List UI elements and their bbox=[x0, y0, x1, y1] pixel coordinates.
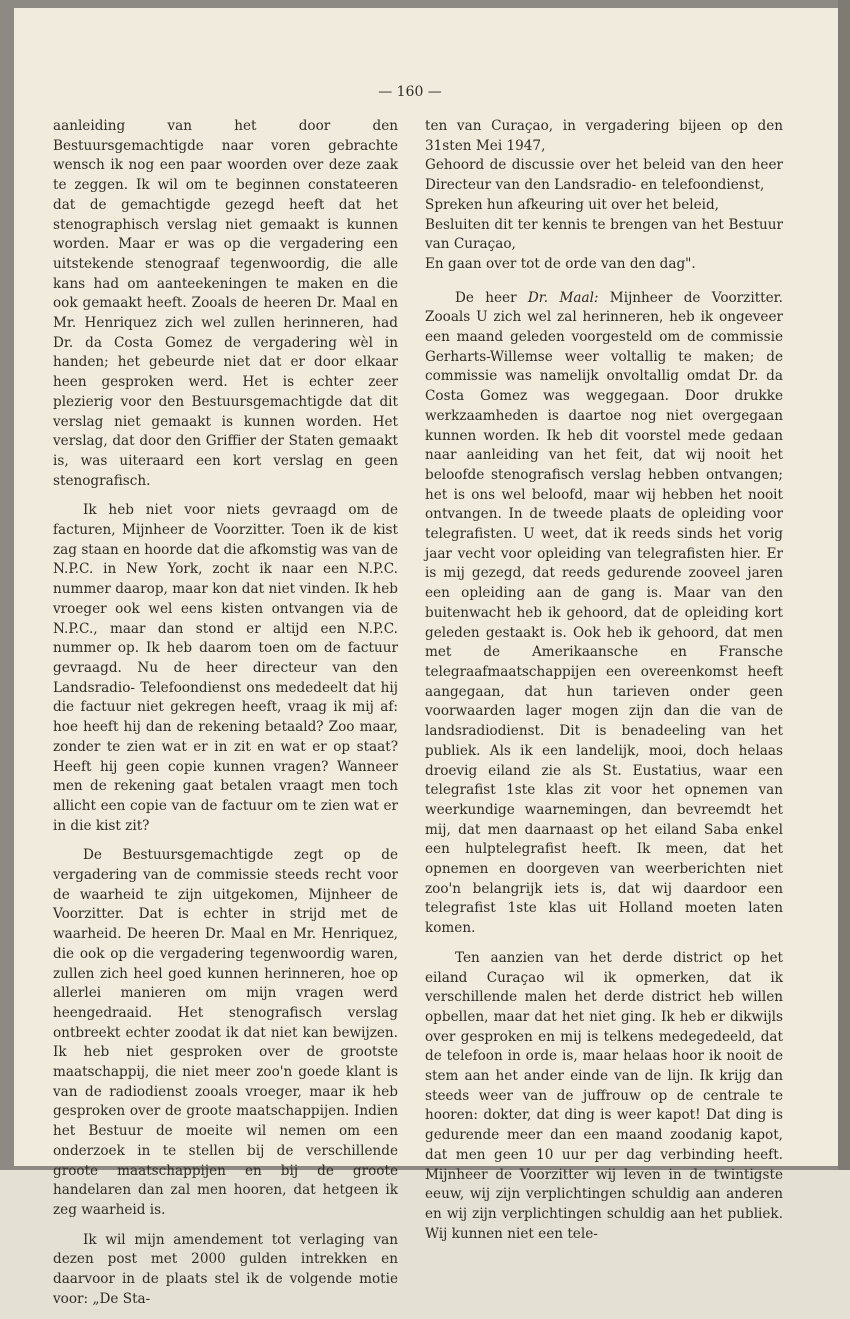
left-paragraph: Ik wil mijn amendement tot verlaging van dezen post met 2000 gulden intrekken en daarvoor in de plaats stel ik de volgende motie voor: „De Sta- bbox=[53, 1231, 398, 1307]
motion-line: Spreken hun afkeuring uit over het beleid, bbox=[425, 196, 720, 213]
motion-line: En gaan over tot de orde van den dag". bbox=[425, 255, 696, 272]
motion-line: Gehoord de discussie over het beleid van den heer Directeur van den Landsradio- en telefoondienst, bbox=[425, 157, 783, 194]
speech-paragraph: Ten aanzien van het derde district op het eiland Curaçao wil ik opmerken, dat ik verschillende malen het derde district heb willen opbellen, maar dat het niet ging. Ik heb er dikwijls over gesproken en mij is telkens medegedeeld, dat de telefoon in orde is, maar helaas hoor ik nooit de stem aan het ander einde van de lijn. Ik krijg dan steeds weer van de juffrouw op de centrale te hooren: dokter, dat ding is weer kapot! Dat ding is gedurende meer dan een maand zoodanig kapot, dat men geen 10 uur per dag verbinding heeft. Mijnheer de Voorzitter wij leven in de twintigste eeuw, wij zijn verplichtingen schuldig aan anderen en wij zijn verplichtingen schuldig aan het publiek. Wij kunnen niet een tele- bbox=[425, 949, 783, 1242]
right-column bbox=[425, 117, 783, 1254]
left-paragraph: De Bestuursgemachtigde zegt op de vergadering van de commissie steeds recht voor de waarheid te zijn uitgekomen, Mijnheer de Voorzitter. Dat is echter in strijd met de waarheid. De heeren Dr. Maal en Mr. Henriquez, die ook op die vergadering tegenwoordig waren, zullen zich heel goed kunnen herinneren, hoe op allerlei manieren om mijn vragen werd heengedraaid. Het stenografisch verslag ontbreekt echter zoodat ik dat niet kan bewijzen. Ik heb niet gesproken over de grootste maatschappij, die niet meer zoo'n goede klant is van de radiodienst zooals vroeger, maar ik heb gesproken over de groote maatschappijen. Indien het Bestuur de moeite wil nemen om een onderzoek in te stellen bij de verschillende groote maatschappijen en bij de groote handelaren dan zal men hooren, dat hetgeen ik zeg waarheid is. bbox=[53, 847, 398, 1218]
left-paragraph: aanleiding van het door den Bestuursgemachtigde naar voren gebrachte wensch ik nog een paar woorden over deze zaak te zeggen. Ik wil om te beginnen constateeren dat de gemachtigde gezegd heeft dat het stenographisch verslag niet gemaakt is kunnen worden. Maar er was op die vergadering een uitstekende stenograaf tegenwoordig, die alle kans had om aanteekeningen te maken en die ook gemaakt heeft. Zooals de heeren Dr. Maal en Mr. Henriquez zich wel zullen herinneren, had Dr. da Costa Gomez de vergadering wèl in handen; het gebeurde niet dat er door elkaar heen gesproken werd. Het is echter zeer plezierig voor den Bestuursgemachtigde dat dit verslag niet gemaakt is kunnen worden. Het verslag, dat door den Griffier der Staten gemaakt is, was uiteraard een kort verslag en geen stenografisch. bbox=[53, 118, 398, 489]
motion-line: ten van Curaçao, in vergadering bijeen op den 31sten Mei 1947, bbox=[425, 118, 783, 154]
speech-paragraph bbox=[425, 289, 783, 939]
page-number: — 160 — bbox=[378, 84, 442, 100]
speaker-name: Dr. Maal: bbox=[527, 289, 599, 306]
left-column bbox=[53, 117, 398, 1319]
motion-line: Besluiten dit ter kennis te brengen van het Bestuur van Curaçao, bbox=[425, 216, 783, 253]
speech-text: Mijnheer de Voorzitter. Zooals U zich wel zal herinneren, heb ik ongeveer een maand geleden voorgesteld om de commissie Gerharts-Willemse weer voltallig te maken; de commissie was namelijk onvoltallig omdat Dr. da Costa Gomez was weggegaan. Door drukke werkzaamheden is daartoe nog niet overgegaan kunnen worden. Ik heb dit voorstel mede gedaan naar aanleiding van het feit, dat wij nooit het beloofde stenografisch verslag hebben ontvangen; het is ons wel beloofd, maar wij hebben het nooit ontvangen. In de tweede plaats de opleiding voor telegrafisten. U weet, dat ik reeds sinds het vorig jaar vecht voor opleiding van telegrafisten hier. Er is mij gezegd, dat reeds gedurende zooveel jaren een opleiding aan de gang is. Maar van den buitenwacht heb ik gehoord, dat de opleiding kort geleden gestaakt is. Ook heb ik gehoord, dat men met de Amerikaansche en Fransche telegraafmaatschappijen een overeenkomst heeft aangegaan, dat hun tarieven onder geen voorwaarden lager mogen zijn dan die van de landsradiodienst. Dit is benadeeling van het publiek. Als ik een landelijk, mooi, doch helaas droevig eiland zie als St. Eustatius, waar een telegrafist 1ste klas zit voor het opnemen van weerkundige waarnemingen, dan bevreemdt het mij, dat men daarnaast op het eiland Saba enkel een hulptelegrafist heeft. Ik meen, dat het opnemen en doorgeven van weerberichten niet zoo'n belangrijk iets is, dat wij daardoor een telegrafist 1ste klas uit Holland moeten laten komen. bbox=[425, 289, 783, 937]
left-paragraph: Ik heb niet voor niets gevraagd om de facturen, Mijnheer de Voorzitter. Toen ik de kist zag staan en hoorde dat die afkomstig was van de N.P.C. in New York, zocht ik naar een N.P.C. nummer daarop, maar kon dat niet vinden. Ik heb vroeger ook wel eens kisten ontvangen via de N.P.C., maar dan stond er altijd een N.P.C. nummer op. Ik heb daarom toen om de factuur gevraagd. Nu de heer directeur van den Landsradio- Telefoondienst ons mededeelt dat hij die factuur niet gekregen heeft, vraag ik mij af: hoe heeft hij dan de rekening betaald? Zoo maar, zonder te zien wat er in zit en wat er op staat? Heeft hij geen copie kunnen vragen? Wanneer men de rekening gaat betalen vraagt men toch allicht een copie van de factuur om te zien wat er in die kist zit? bbox=[53, 502, 398, 834]
speaker-prefix: De heer bbox=[455, 289, 528, 306]
scan-edge-strip bbox=[838, 0, 850, 1170]
